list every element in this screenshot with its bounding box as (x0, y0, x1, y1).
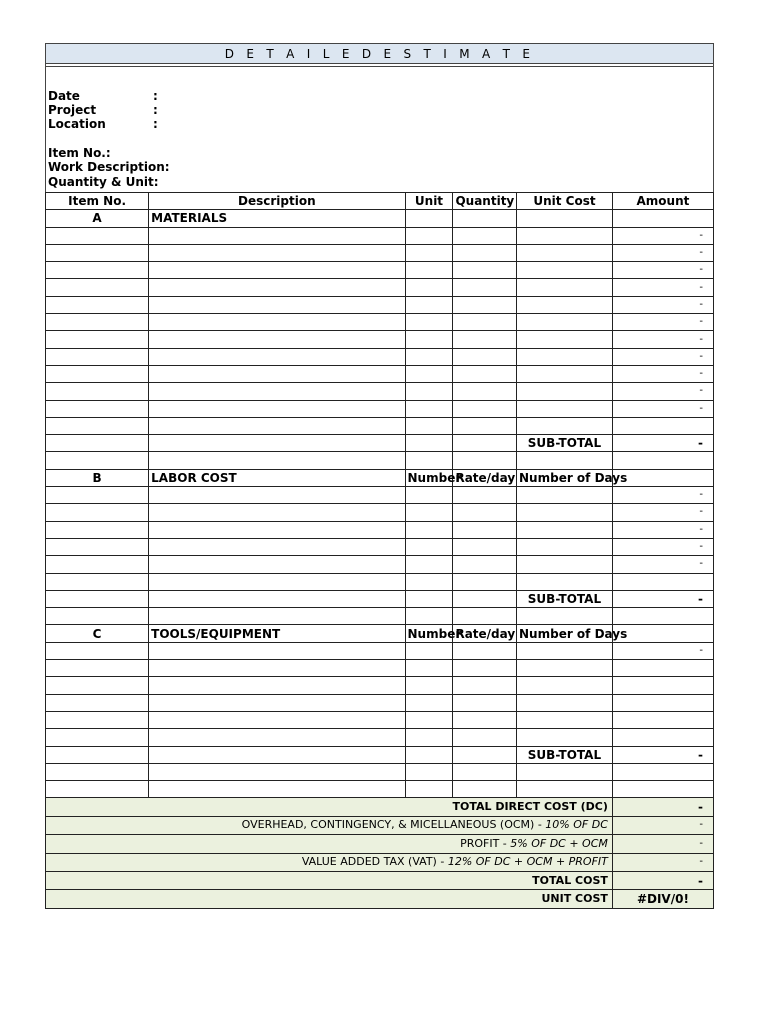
table-row (46, 417, 714, 434)
amount-cell[interactable]: - (612, 487, 713, 504)
cell (405, 746, 453, 763)
cell[interactable] (46, 608, 149, 625)
summary-row (46, 853, 714, 871)
cell[interactable] (453, 244, 517, 261)
table-row (46, 504, 714, 521)
cell[interactable] (46, 729, 149, 746)
amount-cell[interactable]: - (612, 348, 713, 365)
header-field-colon: : (153, 117, 158, 131)
cell[interactable] (405, 694, 453, 711)
table-row (46, 763, 714, 780)
table-row (46, 383, 714, 400)
cell[interactable] (453, 279, 517, 296)
subtotal-value: - (612, 746, 713, 763)
cell[interactable] (149, 521, 405, 538)
cell[interactable] (453, 262, 517, 279)
amount-cell[interactable]: - (612, 383, 713, 400)
cell (149, 746, 405, 763)
cell[interactable] (149, 694, 405, 711)
cell[interactable] (405, 642, 453, 659)
cell[interactable] (149, 573, 405, 590)
cell[interactable] (149, 244, 405, 261)
cell[interactable] (612, 452, 713, 469)
summary-label (46, 890, 613, 908)
cell[interactable] (46, 677, 149, 694)
cell[interactable] (149, 314, 405, 331)
cell[interactable] (149, 365, 405, 382)
cell[interactable] (46, 694, 149, 711)
header-divider (46, 66, 713, 67)
header-field-colon: : (153, 89, 158, 103)
cell (46, 435, 149, 452)
table-row (46, 711, 714, 728)
cell[interactable] (517, 365, 613, 382)
cell[interactable] (149, 400, 405, 417)
amount-cell[interactable]: - (612, 244, 713, 261)
cell[interactable] (405, 763, 453, 780)
cell[interactable] (46, 660, 149, 677)
header-field-label: Project (48, 103, 97, 117)
cell[interactable] (517, 677, 613, 694)
cell[interactable] (453, 227, 517, 244)
cell[interactable] (517, 296, 613, 313)
cell[interactable] (453, 711, 517, 728)
subtotal-row (46, 746, 714, 763)
cell[interactable] (149, 296, 405, 313)
cell[interactable] (453, 556, 517, 573)
cell[interactable] (405, 711, 453, 728)
table-row (46, 348, 714, 365)
cell[interactable] (405, 227, 453, 244)
cell[interactable] (405, 314, 453, 331)
cell[interactable] (149, 452, 405, 469)
table-row (46, 314, 714, 331)
subtotal-label: SUB-TOTAL (517, 590, 613, 607)
cell (405, 590, 453, 607)
section-col-label: Number of Days (517, 469, 613, 486)
subtotal-row (46, 590, 714, 607)
cell[interactable] (405, 348, 453, 365)
cell[interactable] (453, 608, 517, 625)
cell[interactable] (405, 487, 453, 504)
cell[interactable] (517, 348, 613, 365)
cell[interactable] (517, 244, 613, 261)
cell[interactable] (405, 521, 453, 538)
cell[interactable] (149, 383, 405, 400)
section-col-label: Rate/day (453, 625, 517, 642)
table-row (46, 729, 714, 746)
summary-label (46, 816, 613, 834)
cell[interactable] (612, 781, 713, 798)
amount-cell[interactable] (612, 469, 713, 486)
cell[interactable] (149, 227, 405, 244)
amount-cell[interactable]: - (612, 296, 713, 313)
cell[interactable] (46, 781, 149, 798)
cell[interactable] (46, 383, 149, 400)
summary-label-text: TOTAL DIRECT COST (DC) (452, 800, 608, 814)
cell[interactable] (46, 573, 149, 590)
summary-row (46, 871, 714, 889)
column-header: Quantity (453, 193, 517, 210)
table-row (46, 227, 714, 244)
summary-label-text: PROFIT - (460, 836, 511, 850)
cell[interactable] (612, 729, 713, 746)
cell[interactable] (453, 331, 517, 348)
table-row (46, 279, 714, 296)
cell[interactable] (46, 348, 149, 365)
cell (46, 746, 149, 763)
cell[interactable] (149, 763, 405, 780)
table-row (46, 521, 714, 538)
cell[interactable] (517, 608, 613, 625)
header-field-label: Date (48, 89, 80, 103)
table-row (46, 660, 714, 677)
table-row (46, 487, 714, 504)
cell[interactable] (517, 711, 613, 728)
amount-cell[interactable] (612, 625, 713, 642)
summary-row (46, 890, 714, 908)
cell[interactable] (517, 694, 613, 711)
cell[interactable] (46, 279, 149, 296)
summary-value: - (612, 835, 713, 853)
cell[interactable] (46, 314, 149, 331)
cell[interactable] (453, 348, 517, 365)
section-id: C (46, 625, 149, 642)
section-id: A (46, 210, 149, 227)
cell (149, 435, 405, 452)
cell[interactable] (149, 417, 405, 434)
cell[interactable] (453, 729, 517, 746)
summary-label-text: OVERHEAD, CONTINGENCY, & MICELLANEOUS (OCM) - (241, 818, 546, 832)
amount-cell[interactable]: - (612, 504, 713, 521)
subtotal-value: - (612, 435, 713, 452)
header-field-colon: : (153, 103, 158, 117)
cell[interactable] (46, 262, 149, 279)
section-header-row (46, 469, 714, 486)
cell[interactable] (517, 556, 613, 573)
table-row (46, 262, 714, 279)
cell[interactable] (612, 573, 713, 590)
table-row (46, 556, 714, 573)
cell[interactable] (453, 504, 517, 521)
summary-value: - (612, 816, 713, 834)
cell[interactable] (405, 452, 453, 469)
column-header: Description (149, 193, 405, 210)
cell[interactable] (517, 417, 613, 434)
cell[interactable] (517, 729, 613, 746)
cell[interactable] (149, 504, 405, 521)
cell[interactable] (405, 660, 453, 677)
cell[interactable] (405, 400, 453, 417)
cell[interactable] (453, 781, 517, 798)
cell (453, 435, 517, 452)
cell[interactable] (46, 487, 149, 504)
header-field-label: Location (48, 117, 106, 131)
cell[interactable] (612, 711, 713, 728)
cell[interactable] (612, 608, 713, 625)
cell[interactable] (46, 711, 149, 728)
cell[interactable] (405, 417, 453, 434)
section-col-label (405, 210, 453, 227)
summary-label-text: UNIT COST (541, 892, 608, 906)
cell[interactable] (405, 781, 453, 798)
summary-label-formula: 5% OF DC + OCM (510, 836, 608, 850)
cell[interactable] (453, 660, 517, 677)
cell[interactable] (453, 694, 517, 711)
cell[interactable] (405, 677, 453, 694)
cell[interactable] (46, 642, 149, 659)
summary-value: - (612, 798, 713, 816)
amount-cell[interactable]: - (612, 642, 713, 659)
cell[interactable] (517, 573, 613, 590)
summary-label-text: TOTAL COST (532, 873, 608, 887)
cell[interactable] (517, 763, 613, 780)
header-field (48, 103, 158, 117)
table-row (46, 400, 714, 417)
estimate-sheet (45, 43, 714, 909)
header-field-label: Quantity & Unit: (48, 175, 159, 189)
cell[interactable] (405, 383, 453, 400)
cell[interactable] (149, 556, 405, 573)
table-row (46, 244, 714, 261)
amount-cell[interactable] (612, 210, 713, 227)
cell[interactable] (405, 262, 453, 279)
amount-cell[interactable]: - (612, 314, 713, 331)
cell[interactable] (453, 538, 517, 555)
cell[interactable] (149, 262, 405, 279)
sheet-title: D E T A I L E D E S T I M A T E (45, 43, 714, 64)
table-row (46, 538, 714, 555)
cell[interactable] (517, 452, 613, 469)
header-block (45, 64, 714, 192)
summary-label-formula: 12% OF DC + OCM + PROFIT (447, 855, 608, 869)
cell[interactable] (453, 296, 517, 313)
amount-cell[interactable]: - (612, 538, 713, 555)
subtotal-label: SUB-TOTAL (517, 435, 613, 452)
summary-label-formula: 10% OF DC (545, 818, 608, 832)
section-header-row (46, 210, 714, 227)
cell[interactable] (46, 296, 149, 313)
cell[interactable] (46, 227, 149, 244)
summary-label-text: VALUE ADDED TAX (VAT) - (301, 855, 448, 869)
cell[interactable] (405, 244, 453, 261)
cell[interactable] (453, 573, 517, 590)
cell[interactable] (517, 521, 613, 538)
cell[interactable] (46, 365, 149, 382)
cell[interactable] (405, 365, 453, 382)
table-row (46, 608, 714, 625)
cell[interactable] (453, 677, 517, 694)
cell[interactable] (517, 331, 613, 348)
cell[interactable] (453, 400, 517, 417)
cell[interactable] (517, 538, 613, 555)
cell[interactable] (517, 279, 613, 296)
summary-value: - (612, 853, 713, 871)
cell[interactable] (612, 694, 713, 711)
cell[interactable] (453, 417, 517, 434)
cell[interactable] (149, 711, 405, 728)
cell (46, 590, 149, 607)
amount-cell[interactable]: - (612, 227, 713, 244)
table-row (46, 296, 714, 313)
cell[interactable] (453, 365, 517, 382)
section-col-label: Number of Days (517, 625, 613, 642)
table-row (46, 642, 714, 659)
cell[interactable] (149, 348, 405, 365)
cell[interactable] (149, 331, 405, 348)
cell (453, 746, 517, 763)
summary-value: #DIV/0! (612, 890, 713, 908)
table-row (46, 331, 714, 348)
column-header: Unit (405, 193, 453, 210)
cell[interactable] (517, 227, 613, 244)
cell[interactable] (612, 677, 713, 694)
column-header: Unit Cost (517, 193, 613, 210)
cell[interactable] (149, 538, 405, 555)
cell[interactable] (612, 417, 713, 434)
table-row (46, 452, 714, 469)
amount-cell[interactable]: - (612, 365, 713, 382)
estimate-table (45, 192, 714, 909)
cell[interactable] (405, 538, 453, 555)
cell[interactable] (149, 677, 405, 694)
cell[interactable] (149, 660, 405, 677)
cell[interactable] (405, 296, 453, 313)
summary-label (46, 853, 613, 871)
cell[interactable] (517, 487, 613, 504)
cell[interactable] (149, 608, 405, 625)
cell[interactable] (517, 383, 613, 400)
summary-row (46, 816, 714, 834)
section-header-row (46, 625, 714, 642)
section-col-label (453, 210, 517, 227)
cell[interactable] (46, 244, 149, 261)
cell[interactable] (46, 556, 149, 573)
cell[interactable] (453, 763, 517, 780)
cell[interactable] (46, 417, 149, 434)
header-field (48, 146, 111, 160)
section-col-label: Number (405, 469, 453, 486)
cell[interactable] (405, 729, 453, 746)
header-field-label: Work Description: (48, 160, 170, 174)
cell[interactable] (453, 383, 517, 400)
summary-label (46, 798, 613, 816)
section-name: TOOLS/EQUIPMENT (149, 625, 405, 642)
cell[interactable] (517, 314, 613, 331)
summary-row (46, 798, 714, 816)
table-row (46, 365, 714, 382)
summary-row (46, 835, 714, 853)
cell (405, 435, 453, 452)
cell[interactable] (46, 538, 149, 555)
cell[interactable] (612, 660, 713, 677)
table-row (46, 694, 714, 711)
header-field (48, 160, 170, 174)
cell[interactable] (612, 763, 713, 780)
cell[interactable] (453, 521, 517, 538)
column-header-row (46, 193, 714, 210)
cell[interactable] (405, 279, 453, 296)
cell[interactable] (149, 781, 405, 798)
cell[interactable] (517, 262, 613, 279)
section-id: B (46, 469, 149, 486)
cell[interactable] (405, 556, 453, 573)
summary-value: - (612, 871, 713, 889)
table-row (46, 573, 714, 590)
cell[interactable] (405, 573, 453, 590)
cell[interactable] (46, 763, 149, 780)
cell[interactable] (517, 781, 613, 798)
section-col-label (517, 210, 613, 227)
cell[interactable] (405, 504, 453, 521)
cell[interactable] (46, 504, 149, 521)
amount-cell[interactable]: - (612, 556, 713, 573)
subtotal-value: - (612, 590, 713, 607)
header-field-label: Item No.: (48, 146, 111, 160)
section-col-label: Number (405, 625, 453, 642)
summary-label (46, 871, 613, 889)
cell[interactable] (453, 452, 517, 469)
header-field (48, 89, 158, 103)
cell[interactable] (453, 487, 517, 504)
cell[interactable] (46, 331, 149, 348)
cell (453, 590, 517, 607)
table-row (46, 677, 714, 694)
cell (149, 590, 405, 607)
cell[interactable] (517, 504, 613, 521)
column-header: Item No. (46, 193, 149, 210)
cell[interactable] (46, 521, 149, 538)
cell[interactable] (149, 279, 405, 296)
subtotal-label: SUB-TOTAL (517, 746, 613, 763)
cell[interactable] (517, 400, 613, 417)
header-field (48, 117, 158, 131)
cell[interactable] (149, 642, 405, 659)
subtotal-row (46, 435, 714, 452)
cell[interactable] (453, 314, 517, 331)
cell[interactable] (46, 400, 149, 417)
amount-cell[interactable]: - (612, 262, 713, 279)
cell[interactable] (405, 608, 453, 625)
column-header: Amount (612, 193, 713, 210)
amount-cell[interactable]: - (612, 279, 713, 296)
amount-cell[interactable]: - (612, 521, 713, 538)
cell[interactable] (517, 660, 613, 677)
section-name: MATERIALS (149, 210, 405, 227)
table-row (46, 781, 714, 798)
cell[interactable] (517, 642, 613, 659)
amount-cell[interactable]: - (612, 400, 713, 417)
header-field (48, 175, 159, 189)
amount-cell[interactable]: - (612, 331, 713, 348)
summary-label (46, 835, 613, 853)
section-name: LABOR COST (149, 469, 405, 486)
section-col-label: Rate/day (453, 469, 517, 486)
cell[interactable] (46, 452, 149, 469)
cell[interactable] (453, 642, 517, 659)
cell[interactable] (149, 729, 405, 746)
cell[interactable] (149, 487, 405, 504)
cell[interactable] (405, 331, 453, 348)
